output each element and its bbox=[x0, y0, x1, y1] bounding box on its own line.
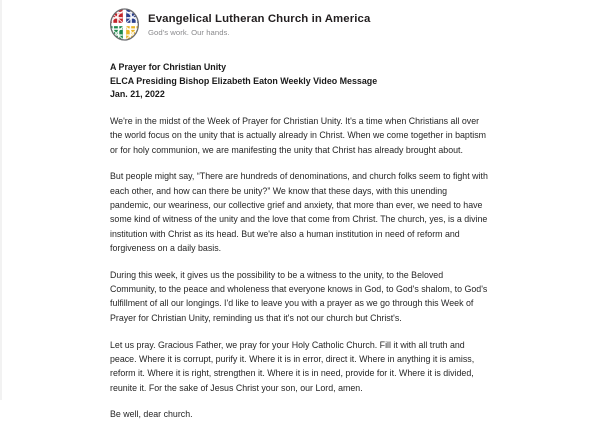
brand-wordmark bbox=[148, 12, 370, 38]
organization-tagline: God's work. Our hands. bbox=[148, 28, 230, 38]
organization-name: Evangelical Lutheran Church in America bbox=[148, 12, 371, 25]
body-paragraph: But people might say, “There are hundreds of denominations, and church folks seem to fight with each other, and how can there be unity?” We know that these days, with this unending pandemic, our weariness, our collective grief and anxiety, that more than ever, we need to have some kind of witness of the unity and the love that come from Christ. The church, yes, is a divine institution with Christ as its head. But we're also a human institution in need of reform and forgiveness on a daily basis. bbox=[110, 171, 488, 253]
body-copy bbox=[110, 114, 490, 422]
page-title: A Prayer for Christian Unity bbox=[110, 62, 227, 72]
page-subtitle: ELCA Presiding Bishop Elizabeth Eaton Weekly Video Message bbox=[110, 75, 378, 86]
masthead bbox=[108, 8, 370, 41]
title-block bbox=[110, 61, 510, 102]
body-paragraph: During this week, it gives us the possibility to be a witness to the unity, to the Beloved Community, to the peace and wholeness that everyone knows in God, to God's shalom, to God's fulfillment of all our longings. I'd like to leave you with a prayer as we go through this Week of Prayer for Christian Unity, reminding us that it's not our church but Christ's. bbox=[110, 269, 488, 323]
body-paragraph: Let us pray. Gracious Father, we pray for your Holy Catholic Church. Fill it with all truth and peace. Where it is corrupt, purify it. Where it is in error, direct it. Where in anything it is amiss, reform it. Where it is right, strengthen it. Where it is in need, provide for it. Where it is divided, reunite it. For the sake of Jesus Christ your son, our Lord, amen. bbox=[110, 339, 475, 393]
body-paragraph-closing: Be well, dear church. bbox=[110, 409, 193, 420]
body-paragraph: We're in the midst of the Week of Prayer for Christian Unity. It's a time when Christians all over the world focus on the unity that is actually already in Christ. When we come together in baptism or for holy communion, we are manifesting the unity that Christ has already brought about. bbox=[110, 116, 487, 155]
elca-cross-globe-logo-icon bbox=[108, 8, 141, 41]
publication-date: Jan. 21, 2022 bbox=[110, 89, 165, 100]
